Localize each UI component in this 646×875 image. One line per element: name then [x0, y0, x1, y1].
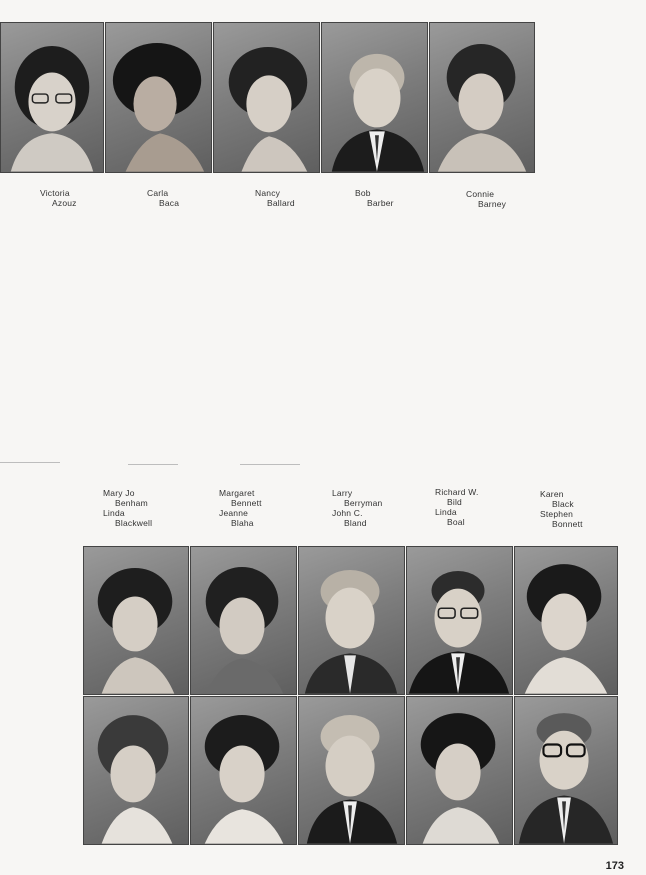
first-name: Carla: [147, 188, 169, 198]
female-portrait-icon: [191, 547, 296, 694]
portrait-photo: [298, 696, 405, 845]
last-name: Barber: [367, 198, 394, 208]
first-name: Nancy: [255, 188, 281, 198]
last-name: Ballard: [267, 198, 295, 208]
portrait-photo: [429, 22, 535, 173]
last-name: Bennett: [231, 498, 262, 508]
male-portrait-icon: [299, 547, 404, 694]
first-name: Linda: [435, 507, 457, 517]
first-name: Richard W.: [435, 487, 479, 497]
female-portrait-icon: [214, 23, 319, 172]
first-name: John C.: [332, 508, 363, 518]
portrait-photo: [514, 546, 618, 695]
portrait-photo: [190, 696, 297, 845]
student-name-pair: [219, 488, 262, 528]
male-portrait-icon: [299, 697, 404, 844]
portrait-photo: [105, 22, 212, 173]
portrait-photo: [190, 546, 297, 695]
student-name: [147, 188, 179, 208]
first-name: Connie: [466, 189, 495, 199]
portrait-photo: [213, 22, 320, 173]
student-name-pair: [435, 487, 479, 527]
divider-line: [240, 464, 300, 465]
last-name: Bonnett: [552, 519, 583, 529]
portrait-photo: [0, 22, 104, 173]
portrait-photo: [406, 696, 513, 845]
first-name: Larry: [332, 488, 353, 498]
student-name-pair: [540, 489, 583, 529]
student-name: [255, 188, 295, 208]
last-name: Barney: [478, 199, 507, 209]
first-name: Mary Jo: [103, 488, 135, 498]
last-name: Benham: [115, 498, 148, 508]
last-name: Azouz: [52, 198, 77, 208]
student-name: [40, 188, 77, 208]
divider-line: [0, 462, 60, 463]
last-name: Berryman: [344, 498, 383, 508]
portrait-photo: [298, 546, 405, 695]
student-name-pair: [103, 488, 152, 528]
portrait-photo: [406, 546, 513, 695]
female-portrait-icon: [84, 547, 188, 694]
portrait-photo: [514, 696, 618, 845]
male-portrait-with-glasses-icon: [515, 697, 617, 844]
first-name: Stephen: [540, 509, 574, 519]
female-portrait-icon: [84, 697, 188, 844]
first-name: Karen: [540, 489, 564, 499]
last-name: Bild: [447, 497, 462, 507]
first-name: Jeanne: [219, 508, 249, 518]
portrait-photo: [83, 546, 189, 695]
first-name: Victoria: [40, 188, 70, 198]
female-portrait-icon: [430, 23, 534, 172]
first-name: Linda: [103, 508, 125, 518]
student-name-pair: [332, 488, 382, 528]
divider-line: [128, 464, 178, 465]
portrait-photo: [83, 696, 189, 845]
first-name: Bob: [355, 188, 371, 198]
page-number: 173: [605, 860, 624, 872]
student-name: [355, 188, 394, 208]
last-name: Blackwell: [115, 518, 153, 528]
last-name: Blaha: [231, 518, 254, 528]
portrait-photo: [321, 22, 428, 173]
last-name: Baca: [159, 198, 180, 208]
female-portrait-icon: [515, 547, 617, 694]
female-portrait-icon: [191, 697, 296, 844]
student-name: [466, 189, 506, 209]
first-name: Margaret: [219, 488, 255, 498]
female-portrait-with-glasses-icon: [1, 23, 103, 172]
female-portrait-icon: [407, 697, 512, 844]
male-portrait-icon: [322, 23, 427, 172]
male-portrait-with-glasses-icon: [407, 547, 512, 694]
last-name: Black: [552, 499, 574, 509]
last-name: Boal: [447, 517, 465, 527]
female-portrait-icon: [106, 23, 211, 172]
last-name: Bland: [344, 518, 367, 528]
